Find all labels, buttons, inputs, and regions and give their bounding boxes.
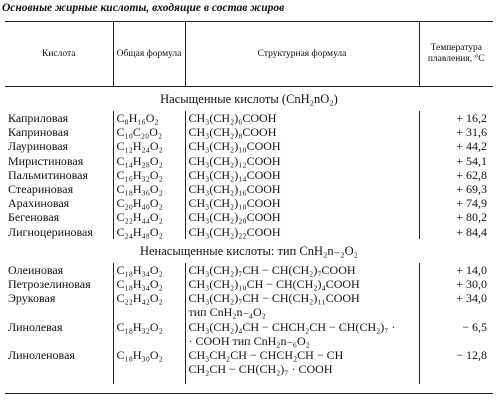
header-formula: Общая формула	[113, 22, 185, 87]
acid-structure: CH₃CH₂CH − CHCH₂CH − CH	[185, 348, 419, 362]
table-row	[5, 111, 493, 125]
acid-melting: + 31,6	[419, 125, 493, 139]
acid-structure: CH₃(CH₂)₁₀COOH	[185, 139, 419, 153]
acid-name: Миристиновая	[5, 154, 113, 168]
acid-name: Петрозелиновая	[5, 277, 113, 291]
acid-structure: CH₃(CH₂)₁₀CH − CH(CH₂)₄COOH	[185, 277, 419, 291]
acid-name: Олеиновая	[5, 263, 113, 277]
table-row	[5, 376, 493, 384]
acid-melting: + 74,9	[419, 196, 493, 210]
acid-formula: C₁₈H₃₂O₂	[113, 320, 185, 334]
acid-melting: + 80,2	[419, 210, 493, 224]
acid-melting: + 62,8	[419, 168, 493, 182]
acid-formula: C₁₄H₂₈O₂	[113, 154, 185, 168]
acid-formula: C₁₀C₂₀O₂	[113, 125, 185, 139]
table-row	[5, 348, 493, 362]
acid-formula: C₁₈H₃₆O₂	[113, 182, 185, 196]
table-row	[5, 210, 493, 224]
acid-structure: CH₃(CH₂)₁₆COOH	[185, 182, 419, 196]
acid-formula: C₁₆H₃₂O₂	[113, 168, 185, 182]
acid-formula: C₁₈H₃₀O₂	[113, 348, 185, 362]
acid-structure: CH₃(CH₂)₄CH − CHCH₂CH − CH(CH₂)₇ ·	[185, 320, 419, 334]
acid-melting: + 69,3	[419, 182, 493, 196]
acid-melting: + 30,0	[419, 277, 493, 291]
acid-name: Арахиновая	[5, 196, 113, 210]
acid-name: Бегеновая	[5, 210, 113, 224]
acid-formula: C₂₄H₄₈O₂	[113, 225, 185, 239]
acid-structure: CH₃(CH₂)₁₈COOH	[185, 196, 419, 210]
header-melting: Температура плавления, °С	[419, 22, 493, 87]
table-row	[5, 154, 493, 168]
acid-name: Каприловая	[5, 111, 113, 125]
acid-structure-continued: CH₂CH − CH(CH₂)₇ · COOH	[185, 362, 419, 376]
table-bottom-rule	[5, 393, 493, 394]
fatty-acids-table	[5, 21, 493, 384]
acid-name: Линоленовая	[5, 348, 113, 362]
acid-structure: CH₃(CH₂)₂₂COOH	[185, 225, 419, 239]
header-row	[5, 22, 493, 87]
acid-formula: C₁₂H₂₄O₂	[113, 139, 185, 153]
acid-melting: + 84,4	[419, 225, 493, 239]
acid-structure: CH₃(CH₂)₂₀COOH	[185, 210, 419, 224]
unsaturated-heading: Ненасыщенные кислоты: тип CnH₂n₋₂O₂	[139, 243, 358, 258]
acid-melting: − 6,5	[419, 320, 493, 334]
acid-formula: C₂₀H₄₀O₂	[113, 196, 185, 210]
acid-formula: C₁₈H₃₄O₂	[113, 277, 185, 291]
table-row	[5, 196, 493, 210]
acid-melting: + 34,0	[419, 291, 493, 305]
acid-name: Лигноцериновая	[5, 225, 113, 239]
acid-structure: CH₃(CH₂)₁₄COOH	[185, 168, 419, 182]
acid-melting: − 12,8	[419, 348, 493, 362]
table-row	[5, 334, 493, 348]
subtype-label: тип CnH₂n₋₄O₂	[185, 305, 419, 319]
acid-formula: C₁₈H₃₄O₂	[113, 263, 185, 277]
acid-name: Эруковая	[5, 291, 113, 305]
acid-structure: CH₃(CH₂)₇CH − CH(CH₂)₇COOH	[185, 263, 419, 277]
page-title: Основные жирные кислоты, входящие в состав жиров	[2, 2, 285, 14]
acid-name: Лауриновая	[5, 139, 113, 153]
table-row	[5, 182, 493, 196]
section-row	[5, 87, 493, 112]
acid-structure: CH₃(CH₂)₁₂COOH	[185, 154, 419, 168]
acid-melting: + 54,1	[419, 154, 493, 168]
header-structure: Структурная формула	[185, 22, 419, 87]
table-row	[5, 291, 493, 305]
table-row	[5, 305, 493, 319]
acid-name: Каприновая	[5, 125, 113, 139]
table-row	[5, 225, 493, 239]
table-row	[5, 168, 493, 182]
saturated-heading: Насыщенные кислоты (CnH₂nO₂)	[160, 92, 338, 106]
acid-melting: + 14,0	[419, 263, 493, 277]
table-row	[5, 263, 493, 277]
acid-structure: CH₃(CH₂)₈COOH	[185, 125, 419, 139]
acid-name: Пальмитиновая	[5, 168, 113, 182]
table-row	[5, 320, 493, 334]
table-row	[5, 125, 493, 139]
acid-name: Стеариновая	[5, 182, 113, 196]
section-row	[5, 239, 493, 263]
acid-melting: + 16,2	[419, 111, 493, 125]
table-row	[5, 362, 493, 376]
acid-melting: + 44,2	[419, 139, 493, 153]
header-acid: Кислота	[5, 22, 113, 87]
table-row	[5, 139, 493, 153]
acid-name: Линолевая	[5, 320, 113, 334]
acid-structure-continued: · COOH тип CnH₂n₋₆O₂	[185, 334, 419, 348]
acid-formula: C₂₂H₄₂O₂	[113, 291, 185, 305]
acid-structure: CH₃(CH₂)₇CH − CH(CH₂)₁₁COOH	[185, 291, 419, 305]
table-row	[5, 277, 493, 291]
acid-structure: CH₃(CH₂)₆COOH	[185, 111, 419, 125]
acid-formula: C₈H₁₆O₂	[113, 111, 185, 125]
acid-formula: C₂₂H₄₄O₂	[113, 210, 185, 224]
